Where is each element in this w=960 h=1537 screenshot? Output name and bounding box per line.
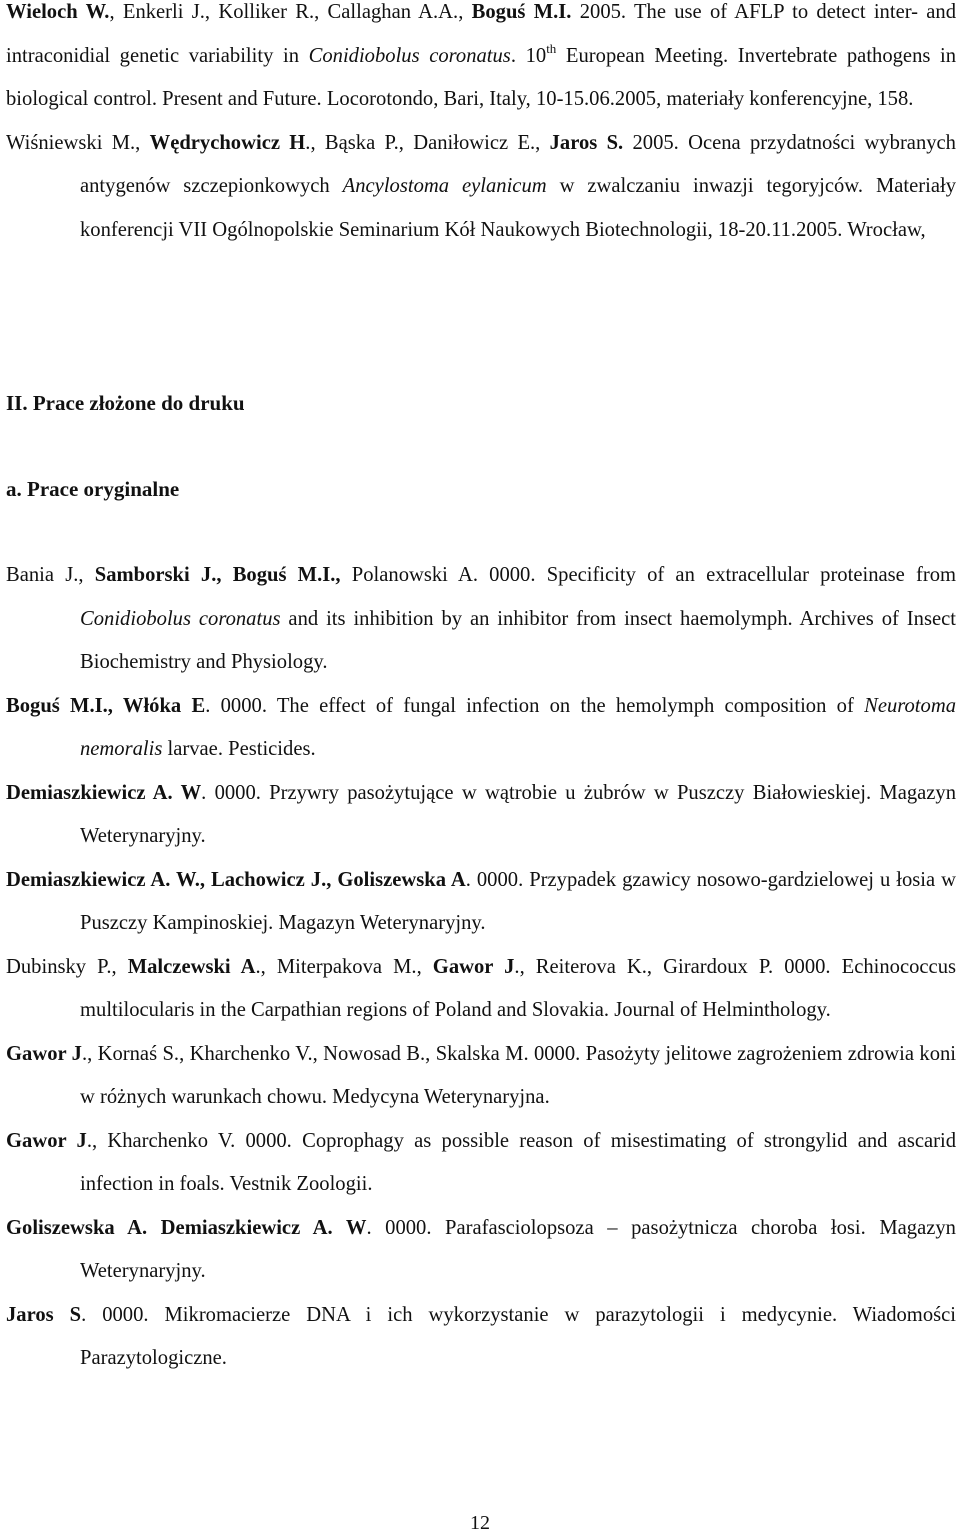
entry-text: . 0000. Parafasciolopsoza – pasożytnicza choroba łosi. Magazyn Weterynaryjny. xyxy=(80,1216,956,1282)
author-bold: Gawor J xyxy=(432,955,515,978)
entry-text: ., Bąska P., Daniłowicz E., xyxy=(305,131,550,154)
species-italic: Conidiobolus coronatus xyxy=(80,607,281,630)
author-bold: Boguś M.I. xyxy=(471,1,572,23)
page-number: 12 xyxy=(470,1512,490,1534)
author-bold: Malczewski A xyxy=(127,955,256,978)
top-entries xyxy=(6,0,956,252)
author-bold: Demiaszkiewicz A. W., Lachowicz J., Goliszewska A xyxy=(6,868,466,891)
entry-text: European Meeting. Invertebrate pathogens in biological control. Present and Future. Locorotondo, Bari, Italy, 10-15.06.2005, materiały konferencyjne, 158. xyxy=(6,44,956,110)
bib-entry xyxy=(6,1033,956,1120)
bib-entry xyxy=(6,1207,956,1294)
author-bold: Gawor J xyxy=(6,1129,87,1152)
author-bold: Goliszewska A. Demiaszkiewicz A. W xyxy=(6,1216,367,1239)
bib-entry-continued xyxy=(6,0,956,122)
entry-text: , Enkerli J., Kolliker R., Callaghan A.A., xyxy=(109,1,472,23)
entry-text: larvae. Pesticides. xyxy=(162,738,316,760)
entry-text: . 10 xyxy=(510,44,547,67)
entry-text: 2005. Ocena przydatności wybranych antygenów szczepionkowych xyxy=(80,131,956,197)
entry-text: ., Kornaś S., Kharchenko V., Nowosad B., Skalska M. 0000. Pasożyty jelitowe zagrożeniem zdrowia koni w różnych warunkach chowu. Medycyna Weterynaryjna. xyxy=(80,1042,957,1108)
entry-text: Dubinsky P., xyxy=(6,955,128,978)
entry-text: Bania J., xyxy=(6,564,95,586)
author-bold: Jaros S xyxy=(6,1303,82,1326)
entry-text: Polanowski A. 0000. Specificity of an extracellular proteinase from xyxy=(340,564,957,586)
entry-text: . 0000. Mikromacierze DNA i ich wykorzystanie w parazytologii i medycynie. Wiadomości Parazytologiczne. xyxy=(80,1303,956,1369)
entry-text: 2005. The use of AFLP to detect inter- and intraconidial genetic variability in xyxy=(6,1,957,67)
entry-text: . 0000. Przypadek gzawicy nosowo-gardzielowej u łosia w Puszczy Kampinoskiej. Magazyn Weterynaryjny. xyxy=(80,868,956,934)
entry-text: . 0000. The effect of fungal infection on the hemolymph composition of xyxy=(205,694,865,717)
bib-entry xyxy=(6,946,956,1033)
superscript: th xyxy=(546,40,557,56)
entries-list xyxy=(6,554,956,1381)
bib-entry xyxy=(6,772,956,859)
entry-text: ., Miterpakova M., xyxy=(255,955,433,978)
bib-entry xyxy=(6,554,956,685)
entry-text: w zwalczaniu inwazji tegoryjców. Materiały konferencji VII Ogólnopolskie Seminarium Kół Naukowych Biotechnologii, 18-20.11.2005. Wrocław, xyxy=(80,175,956,241)
bib-entry xyxy=(6,859,956,946)
entry-text: ., Reiterova K., Girardoux P. 0000. Echinococcus multilocularis in the Carpathian regions of Poland and Slovakia. Journal of Helminthology. xyxy=(80,955,957,1021)
species-italic: Neurotoma nemoralis xyxy=(80,694,956,760)
entry-text: . 0000. Przywry pasożytujące w wątrobie u żubrów w Puszczy Białowieskiej. Magazyn Weterynaryjny. xyxy=(80,781,957,847)
author-bold: Gawor J xyxy=(6,1042,82,1065)
section-heading: II. Prace złożone do druku xyxy=(6,391,245,415)
subsection-heading: a. Prace oryginalne xyxy=(6,477,180,501)
species-italic: Conidiobolus coronatus xyxy=(308,44,511,67)
author-bold: Wieloch W. xyxy=(6,1,110,23)
author-bold: Demiaszkiewicz A. W xyxy=(6,781,202,804)
species-italic: Ancylostoma eylanicum xyxy=(342,175,547,197)
bib-entry xyxy=(6,122,956,253)
author-bold: Wędrychowicz H xyxy=(149,131,306,154)
entry-text: Wiśniewski M., xyxy=(6,131,150,154)
bib-entry xyxy=(6,685,956,772)
author-bold: Boguś M.I., Włóka E xyxy=(6,694,206,717)
author-bold: Samborski J., Boguś M.I., xyxy=(94,564,341,586)
bib-entry xyxy=(6,1120,956,1207)
entry-text: ., Kharchenko V. 0000. Coprophagy as possible reason of misestimating of strongylid and ascarid infection in foals. Vestnik Zoologii. xyxy=(80,1129,956,1195)
author-bold: Jaros S. xyxy=(549,131,624,154)
bib-entry xyxy=(6,1294,956,1381)
entry-text: and its inhibition by an inhibitor from insect haemolymph. Archives of Insect Biochemistry and Physiology. xyxy=(80,607,956,673)
